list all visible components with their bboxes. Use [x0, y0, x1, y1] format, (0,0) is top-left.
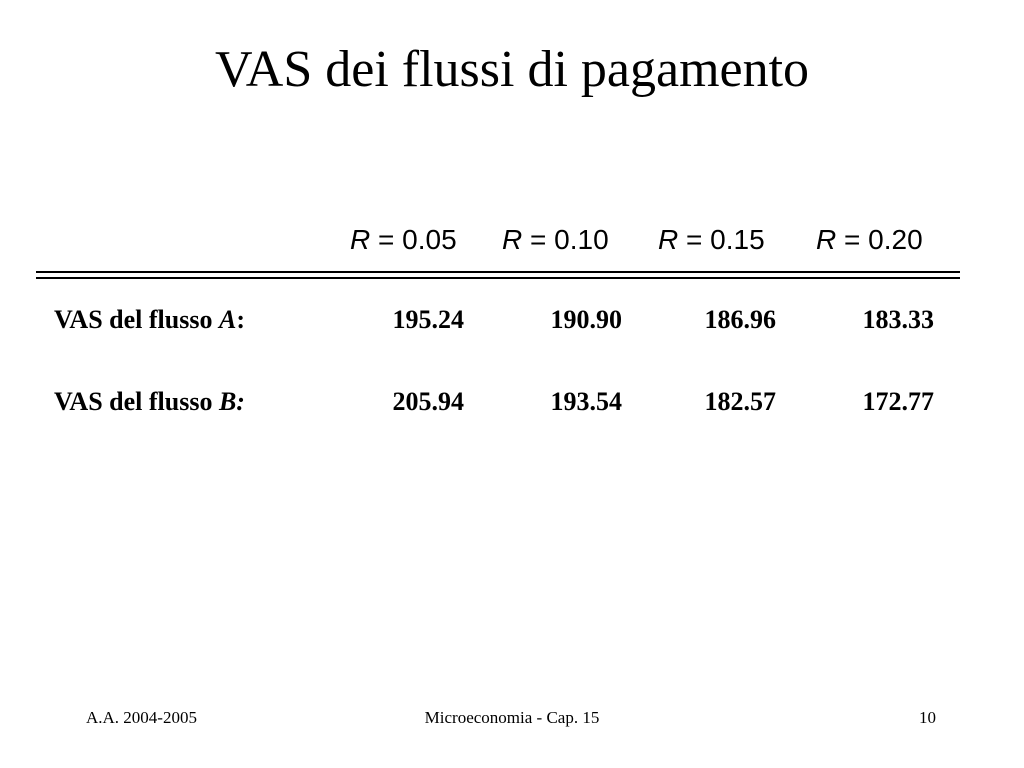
- header-var: R: [350, 224, 371, 255]
- table-cell: 195.24: [392, 305, 464, 334]
- footer-page-number: 10: [919, 708, 936, 727]
- row-label-prefix: VAS del flusso: [54, 305, 219, 334]
- row-label: [54, 303, 245, 337]
- header-op: =: [522, 224, 555, 255]
- table-cell: 190.90: [550, 305, 622, 334]
- header-value: 0.20: [868, 224, 923, 255]
- row-label: [54, 385, 245, 419]
- table-cell: 193.54: [550, 387, 622, 416]
- header-rule-bottom: [36, 277, 960, 279]
- table-cell: 205.94: [392, 387, 464, 416]
- table-cell: 182.57: [704, 387, 776, 416]
- header-cell-1: [350, 222, 457, 258]
- header-var: R: [502, 224, 523, 255]
- header-cell-3: [658, 222, 765, 258]
- row-label-suffix: :: [236, 305, 245, 334]
- header-op: =: [370, 224, 403, 255]
- header-var: R: [816, 224, 837, 255]
- table-cell: 186.96: [704, 305, 776, 334]
- header-rule-top: [36, 271, 960, 273]
- table-cell: 183.33: [862, 305, 934, 334]
- header-op: =: [836, 224, 869, 255]
- header-value: 0.10: [554, 224, 609, 255]
- slide-title: VAS dei flussi di pagamento: [214, 41, 810, 98]
- header-value: 0.05: [402, 224, 457, 255]
- footer-academic-year: A.A. 2004-2005: [86, 708, 197, 727]
- header-value: 0.15: [710, 224, 765, 255]
- row-label-prefix: VAS del flusso: [54, 387, 219, 416]
- row-label-symbol: A: [218, 305, 237, 334]
- table-cell: 172.77: [862, 387, 934, 416]
- header-var: R: [658, 224, 679, 255]
- header-cell-2: [502, 222, 609, 258]
- header-op: =: [678, 224, 711, 255]
- header-cell-4: [816, 222, 923, 258]
- footer-course-chapter: Microeconomia - Cap. 15: [424, 708, 600, 727]
- row-label-symbol: B:: [218, 387, 245, 416]
